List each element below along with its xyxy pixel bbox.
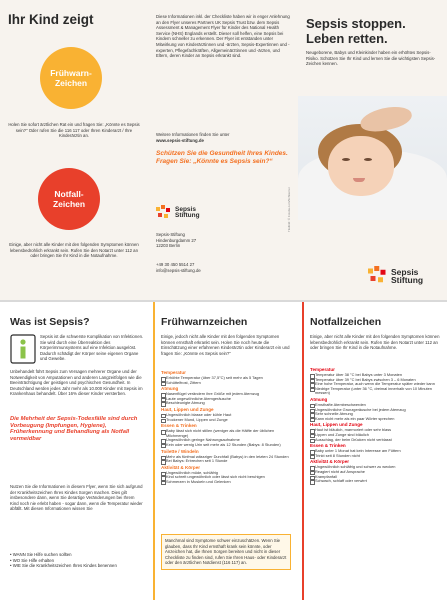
symptom-category: Aktivität & Körper bbox=[161, 464, 201, 470]
symptom-checkbox-item: Baby unter 1 Monat hat kein Interesse am Füttern bbox=[310, 449, 442, 454]
flyer-inside bbox=[0, 302, 447, 600]
panel-early-warning bbox=[149, 302, 298, 600]
emergency-intro: Einige, aber nicht alle Kinder mit den folgenden Symptomen können lebensbedrohlich erkrankt sein. Rufen Sie den Notarzt unter 112 an oder bringen Sie Ihr Kind in die Notaufnahme. bbox=[310, 334, 440, 351]
symptom-checkbox-item: Ungewöhnlich müde, schläfrig bbox=[161, 471, 293, 476]
symptom-category: Essen & Trinken bbox=[161, 423, 197, 429]
emergency-text: Einige, aber nicht alle Kinder mit den folgenden Symptomen können lebensbedrohlich erkrankt sein. Rufen Sie den Notarzt unter 112 an oder bringen Sie Ihr Kind in die Notaufnahme. bbox=[9, 242, 139, 259]
symptom-checkbox-item: Trinkt seit 8 Stunden nicht bbox=[310, 454, 442, 459]
early-warning-text: Holen Sie sofort ärztlichen Rat ein und fragen Sie: „Könnte es Sepsis sein?“ Oder rufen Sie die 116 117 oder Ihren Kinderarzt / Ihre Kinderärztin an. bbox=[8, 122, 140, 139]
symptom-checkbox-item: Lippen und Zunge sind bläulich bbox=[310, 433, 442, 438]
symptom-checkbox-item: Ungewöhnliche Grunzgeräusche bei jedem Atemzug bbox=[310, 408, 442, 413]
usage-text: Nutzen Sie die Informationen in diesem Flyer, wenn Sie sich aufgrund der Krankheitszeichen Ihres Kindes Sorgen machen. Dies gilt insbesondere dann, wenn Sie derartige Veränderungen bei Ihrem Kind noch nie erlebt haben - sogar dann, wenn die Temperatur wieder abfällt. Mit diesen Informationen wissen Sie bbox=[10, 484, 143, 512]
symptom-checkbox-item: Ungewöhnlich geringe Nahrungsaufnahme bbox=[161, 438, 293, 443]
section-title: Frühwarnzeichen bbox=[161, 316, 248, 328]
info-icon bbox=[10, 334, 36, 364]
symptom-checkbox-item: Schmerzen in Muskeln und Gelenken bbox=[161, 480, 293, 485]
symptom-checkbox-item: Eine hohe Temperatur, auch wenn die Temperatur später wieder kann bbox=[310, 382, 442, 387]
symptom-checkbox-item: Sehr schnelle Atmung bbox=[310, 412, 442, 417]
website-link[interactable]: www.sepsis-stiftung.de bbox=[156, 137, 204, 143]
photo-credit: Titelbild: © Fotolia.com/Schlierner bbox=[287, 187, 291, 232]
more-info-label: Weitere Informationen finden Sie unter bbox=[156, 132, 230, 137]
logo-text bbox=[175, 207, 200, 220]
symptom-checkbox-item: Schwach, schlaff oder verwirrt bbox=[310, 479, 442, 484]
list-item: • WO Sie Hilfe erhalten bbox=[10, 557, 55, 563]
list-item: • WIE Sie die Krankheitszeichen Ihres Kindes benennen bbox=[10, 563, 117, 569]
symptom-checkbox-item: Temperatur über 39 °C bei Babys zwischen 3 – 6 Monaten bbox=[310, 378, 442, 383]
advice-box: Manchmal sind Symptome schwer einzuschätzen. Wenn Sie glauben, dass Ihr Kind ernsthaft krank sein könnte, oder Anzeichen hat, die Ihnen Sorgen bereiten und nicht in dieser Checkliste zu finden sind, rufen Sie Ihren Haus- oder Kinderarzt oder den ärztlichen Notdienst (116 117) an. bbox=[161, 534, 291, 570]
panel-warning-signs bbox=[0, 0, 149, 300]
protect-slogan: Schützen Sie die Gesundheit Ihres Kindes. Fragen Sie: „Könnte es Sepsis sein?“ bbox=[156, 150, 288, 165]
symptom-checkbox-item: Bei Babys: Erbrechen seit 1 Stunde bbox=[161, 459, 293, 464]
symptom-checkbox-item: Ungewöhnlich blasse oder kühle Haut bbox=[161, 413, 293, 418]
emergency-checklist bbox=[310, 366, 442, 484]
symptom-checkbox-item: Niedrige Temperatur (unter 36 °C, dreimal innerhalb von 10 Minuten messen) bbox=[310, 387, 442, 396]
early-warning-circle bbox=[40, 47, 102, 109]
symptom-checkbox-item: Kind schreit ungewöhnlich oder lässt sich nicht beruhigen bbox=[161, 475, 293, 480]
section-title: Was ist Sepsis? bbox=[10, 316, 90, 328]
logo-line-2: Stiftung bbox=[175, 212, 200, 219]
prevention-quote: Die Mehrheit der Sepsis-Todesfälle sind durch Vorbeugung (Impfungen, Hygiene), Früherkennung und Behandlung als Notfall vermeidbar bbox=[10, 416, 138, 442]
red-accent-bar bbox=[302, 302, 304, 600]
emergency-label: Notfall- Zeichen bbox=[52, 189, 86, 209]
sepsis-consequences: Unbehandelt führt Sepsis zum Versagen mehrerer Organe und der Notwendigkeit von Amputationen und anderen Langzeitfolgen wie die Beeinträchtigung der geistigen und psychischen Gesundheit. In Deutschland werden jedes Jahr mehr als 10.000 Kinder mit Sepsis im Krankenhaus behandelt. Über 16% dieser Kinder versterben. bbox=[10, 369, 143, 397]
symptom-checkbox-item: Beschleunigte Atmung bbox=[161, 401, 293, 406]
symptom-checkbox-item: Reagiert nicht auf Ansprache bbox=[310, 470, 442, 475]
symptom-checkbox-item: Ausschlag, der beim Drücken nicht verblasst bbox=[310, 438, 442, 443]
symptom-category: Temperatur bbox=[310, 367, 335, 372]
section-title: Notfallzeichen bbox=[310, 316, 382, 328]
logo-mark-icon bbox=[156, 205, 172, 221]
symptom-checkbox-item: Trockener Mund, Lippen und Zunge bbox=[161, 418, 293, 423]
symptom-category: Atmung bbox=[161, 386, 179, 392]
panel-title: Ihr Kind zeigt bbox=[8, 12, 94, 27]
intro-text: Diese Informationen inkl. der Checkliste haben wir in enger Anlehnung an den Flyer unseres Partners UK Sepsis Trust bzw. dem Sepsis Assessment & Management Flyer für Kinder des National Health Service (NHS) Englands erstellt. Dieser soll helfen, eine Sepsis bei Kindern schneller zu erkennen. Der Flyer ist entstanden unter Mitwirkung von Kinderärztinnen und -ärzten, Sepsis-Expertinnen und -experten, Pflegefachkräften, Allgemeinärztinnen und -ärzten, und Eltern, deren Kinder an Sepsis erkrankt sind. bbox=[156, 14, 290, 59]
logo-line-1: Sepsis bbox=[391, 266, 419, 277]
child-eye-left bbox=[342, 158, 350, 161]
child-eye-right bbox=[364, 158, 372, 161]
panel-info bbox=[149, 0, 298, 300]
symptom-checkbox-item: Haut ist bläulich, marmoriert oder sehr blass bbox=[310, 428, 442, 433]
symptom-checkbox-item: Ernsthafte Atembeschwerden bbox=[310, 403, 442, 408]
early-warning-intro: Einige, jedoch nicht alle Kinder mit den folgenden Symptomen können ernsthaft erkrankt sein. Holen Sie noch heute die Einschätzung einer erfahrenen Kinderärztin oder Kinderarzt ein und fragen Sie: „Könnte es Sepsis sein?“ bbox=[161, 334, 290, 356]
child-face bbox=[328, 136, 394, 196]
logo-line-1: Sepsis bbox=[175, 205, 196, 213]
panel-emergency bbox=[298, 302, 447, 600]
symptom-checkbox-item: Kann nicht mehr als ein paar Wörter sprechen bbox=[310, 417, 442, 422]
logo-line-2: Stiftung bbox=[391, 275, 424, 285]
symptom-category: Essen & Trinken bbox=[310, 443, 346, 449]
symptom-category: Haut, Lippen und Zunge bbox=[310, 422, 363, 428]
cover-title: Sepsis stoppen. Leben retten. bbox=[306, 16, 406, 46]
symptom-category: Toilette / Windeln bbox=[161, 448, 199, 454]
symptom-checkbox-item: Baby lässt sich nicht stillen (weniger als die Hälfte der üblichen Milchmenge) bbox=[161, 429, 293, 438]
emergency-circle bbox=[38, 168, 100, 230]
symptom-category: Atmung bbox=[310, 396, 328, 402]
list-item: • WANN Sie Hilfe suchen sollten bbox=[10, 552, 72, 557]
cover-subtitle: Neugeborene, Babys und Kleinkinder haben ein erhöhtes Sepsis-Risiko. Schützen Sie Ihr Kind und lernen Sie die wichtigsten Sepsis-Zeichen kennen. bbox=[306, 50, 436, 67]
symptom-checkbox-item: Schüttelfrost, Zittern bbox=[161, 381, 293, 386]
more-info bbox=[156, 132, 292, 143]
yellow-accent-bar bbox=[153, 302, 155, 600]
symptom-checkbox-item: Nasenflügel verändern ihre Größe mit jedem Atemzug bbox=[161, 392, 293, 397]
symptom-checkbox-item: Ungewöhnlich schläfrig und schwer zu wecken bbox=[310, 465, 442, 470]
symptom-checkbox-item: Temperatur über 38 °C bei Babys unter 3 Monaten bbox=[310, 373, 442, 378]
symptom-category: Aktivität & Körper bbox=[310, 459, 350, 465]
sick-child-photo bbox=[298, 96, 447, 220]
symptom-checkbox-item: Mehr als fünfmal wässriger Durchfall (Babys) in den letzten 24 Stunden bbox=[161, 455, 293, 460]
panel-what-is-sepsis bbox=[0, 302, 149, 600]
panel-cover bbox=[298, 0, 447, 300]
sepsis-stiftung-logo bbox=[156, 205, 200, 221]
contact-info[interactable]: +49 30 450 5514 27 info@sepsis-stiftung.de bbox=[156, 262, 201, 273]
info-list bbox=[10, 552, 144, 569]
postal-address: Sepsis-Stiftung Hindenburgdamm 27 12203 Berlin bbox=[156, 232, 197, 249]
symptom-checkbox-item: Krampfanfall bbox=[310, 475, 442, 480]
logo-mark-icon bbox=[368, 266, 388, 286]
sepsis-definition: Sepsis ist die schwerste Komplikation von Infektionen. Sie wird durch eine Überreaktion des Körperimmunsystems auf eine Infektion ausgelöst. Dadurch schädigt der Körper seine eigenen Organe und Gewebe. bbox=[40, 334, 144, 362]
symptom-category: Haut, Lippen und Zunge bbox=[161, 406, 214, 412]
symptom-checkbox-item: Laute ungewöhnliche Atemgeräusche bbox=[161, 397, 293, 402]
symptom-checkbox-item: Kein oder wenig Urin seit mehr als 12 Stunden (Babys: 8 Stunden) bbox=[161, 443, 293, 448]
early-warning-label: Frühwarn- Zeichen bbox=[50, 68, 92, 88]
sepsis-stiftung-logo-cover bbox=[368, 266, 423, 286]
early-warning-checklist bbox=[161, 369, 293, 485]
symptom-category: Temperatur bbox=[161, 370, 186, 375]
symptom-checkbox-item: Erhöhte Temperatur (über 37,5°C) seit mehr als 5 Tagen bbox=[161, 376, 293, 381]
logo-text bbox=[391, 268, 423, 285]
